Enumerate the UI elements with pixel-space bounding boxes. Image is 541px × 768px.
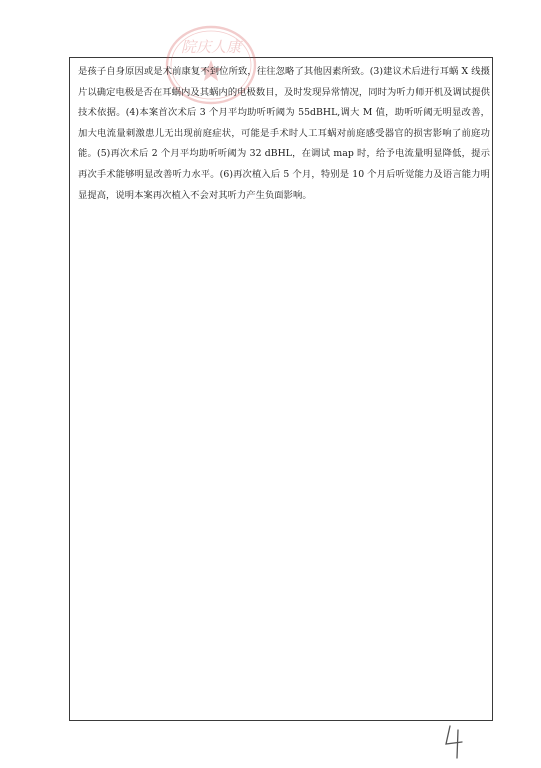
svg-text:院庆人康: 院庆人康	[180, 38, 242, 56]
handwritten-page-number	[440, 722, 470, 762]
body-paragraph: 是孩子自身原因或是术前康复不到位所致，往往忽略了其他因素所致。(3)建议术后进行耳蜗 X 线摄片以确定电极是否在耳蜗内及其蜗内的电极数目，及时发现异常情况，同时为听力师开机及调试提供技术依据。(4)本案首次术后 3 个月平均助听听阈为 55dBHL,调大 M 值，助听听阈无明显改善，加大电流量刺激患儿无出现前庭症状，可能是手术时人工耳蜗对前庭感受器官的损害影响了前庭功能。(5)再次术后 2 个月平均助听听阈为 32 dBHL，在调试 map 时，给予电流量明显降低，提示再次手术能够明显改善听力水平。(6)再次植入后 5 个月，特别是 10 个月后听觉能力及语言能力明显提高，说明本案再次植入不会对其听力产生负面影响。	[78, 66, 490, 201]
